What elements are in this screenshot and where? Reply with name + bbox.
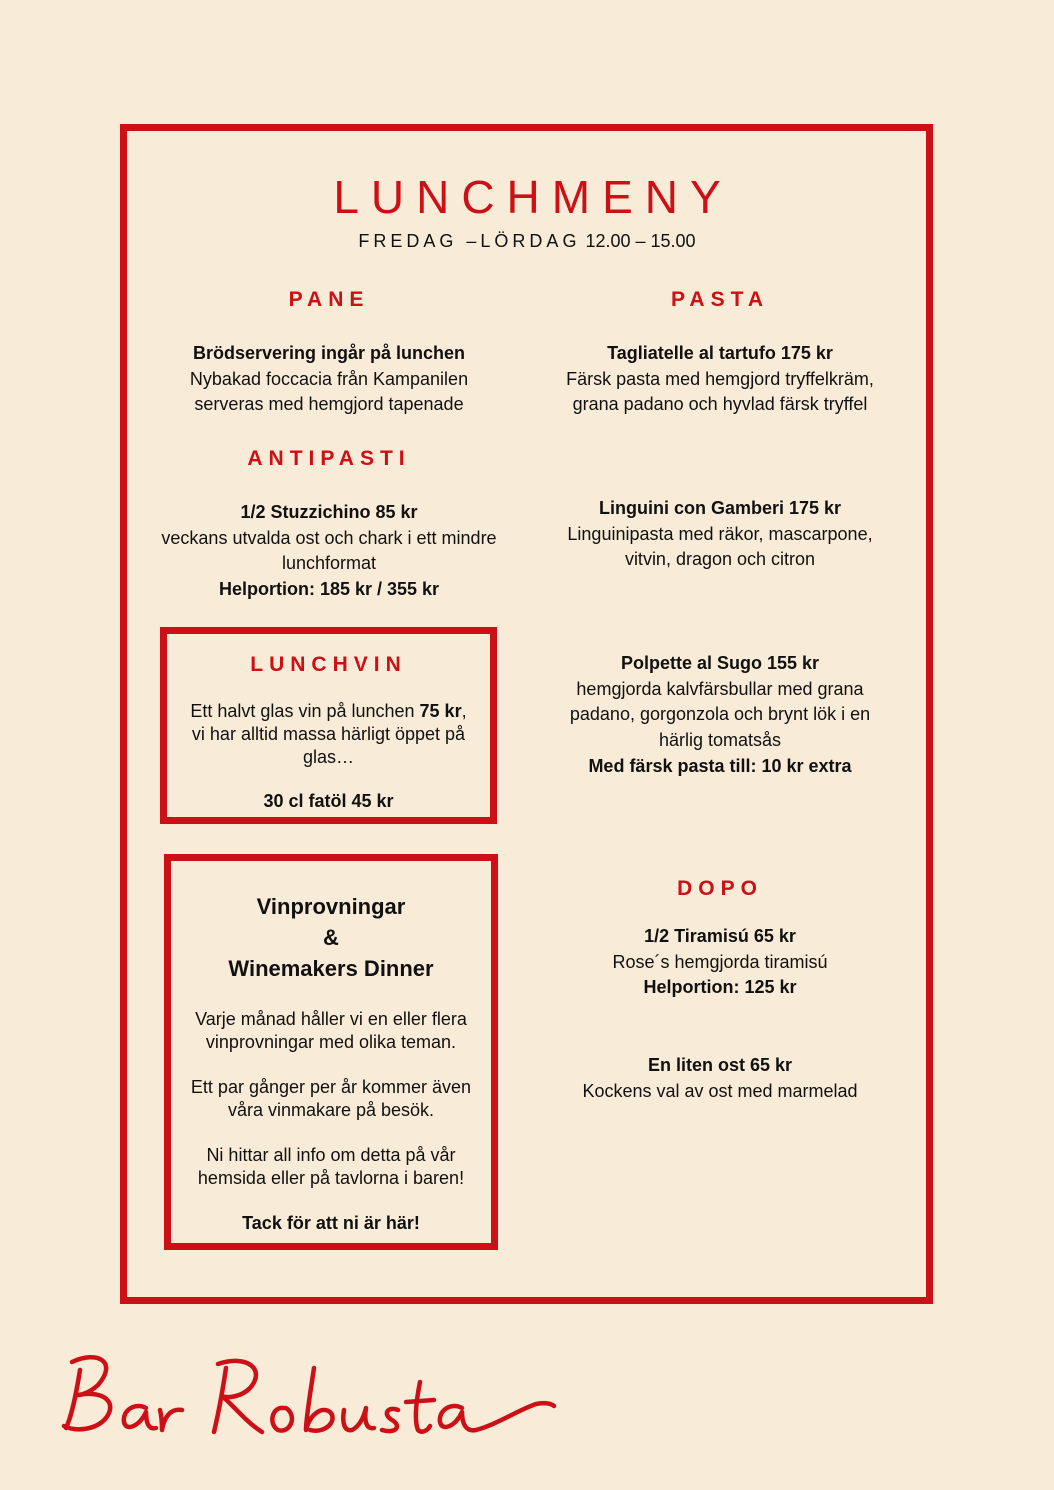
lunchvin-text [167,700,490,813]
antipasti-item-extra: Helportion: 185 kr / 355 kr [218,579,440,600]
dopo-item-name: En liten ost 65 kr [647,1055,793,1075]
page-title: LUNCHMENY [333,171,733,223]
dopo-item-line: Kockens val av ost med marmelad [582,1080,858,1101]
wine-events-line: hemsida eller på tavlorna i baren! [197,1168,465,1188]
pasta-dish-name: Linguini con Gamberi 175 kr [598,498,842,518]
antipasti-item-line: veckans utvalda ost och chark i ett mindre [161,527,497,548]
wine-events-title [171,891,491,984]
section-heading-pane: PANE [288,288,370,311]
lunchvin-beer: 30 cl fatöl 45 kr [263,791,394,811]
brand-logo [58,1340,558,1455]
dopo-item-name: 1/2 Tiramisú 65 kr [644,926,796,946]
antipasti-item [130,500,528,603]
lunchvin-price: 75 kr [419,701,462,721]
wine-events-thanks: Tack för att ni är här! [242,1213,420,1233]
wine-events-text [171,1008,491,1235]
wine-events-line: Varje månad håller vi en eller flera [195,1009,467,1029]
pasta-dish-line: hemgjorda kalvfärsbullar med grana [576,678,864,699]
dopo-item [522,924,918,1001]
pasta-dish-line: härlig tomatsås [658,730,782,751]
section-heading-pasta: PASTA [670,288,770,311]
pasta-dish-line: vitvin, dragon och citron [624,549,816,570]
wine-events-line: Ett par gånger per år kommer även [190,1077,472,1097]
dopo-item-line: Rose´s hemgjorda tiramisú [612,951,828,972]
pasta-dish-name: Polpette al Sugo 155 kr [620,653,820,673]
opening-time: 12.00 – 15.00 [585,231,696,251]
wine-events-line: vinprovningar med olika teman. [205,1032,457,1052]
antipasti-item-name: 1/2 Stuzzichino 85 kr [240,502,418,522]
dopo-item-extra: Helportion: 125 kr [643,977,797,998]
section-heading-antipasti: ANTIPASTI [247,447,411,470]
lunchvin-line: vi har alltid massa härligt öppet på [191,724,466,744]
pasta-dish-line: Linguinipasta med räkor, mascarpone, [567,523,873,544]
section-heading-dopo: DOPO [677,877,763,900]
lunchvin-line: glas… [302,747,355,767]
section-heading-lunchvin: LUNCHVIN [250,653,407,676]
opening-hours [0,231,1054,252]
opening-days: FREDAG –LÖRDAG [358,231,581,251]
pane-item-line: Nybakad foccacia från Kampanilen [189,368,469,389]
wine-events-line: våra vinmakare på besök. [227,1100,435,1120]
pane-item-line: serveras med hemgjord tapenade [194,394,464,415]
wine-events-title-line: & [323,925,339,950]
pasta-dish-extra: Med färsk pasta till: 10 kr extra [588,755,852,776]
dopo-item [522,1053,918,1104]
lunchvin-line: Ett halvt glas vin på lunchen 75 kr, [190,701,467,721]
wine-events-line: Ni hittar all info om detta på vår [206,1145,456,1165]
pasta-dish-line: grana padano och hyvlad färsk tryffel [572,394,868,415]
wine-events-title-line: Vinprovningar [256,894,406,919]
antipasti-item-line: lunchformat [281,553,377,574]
wine-events-box [164,854,498,1250]
pasta-dish-name: Tagliatelle al tartufo 175 kr [607,343,833,363]
pasta-dish [522,496,918,573]
brand-signature-icon [58,1340,558,1450]
pasta-dish [522,341,918,418]
lunchvin-box [160,627,497,824]
pasta-dish-line: Färsk pasta med hemgjord tryffelkräm, [566,368,874,389]
pane-item-name: Brödservering ingår på lunchen [192,343,466,363]
pasta-dish-line: padano, gorgonzola och brynt lök i en [569,704,871,725]
pane-item [130,341,528,418]
pasta-dish [522,651,918,780]
wine-events-title-line: Winemakers Dinner [228,956,434,981]
